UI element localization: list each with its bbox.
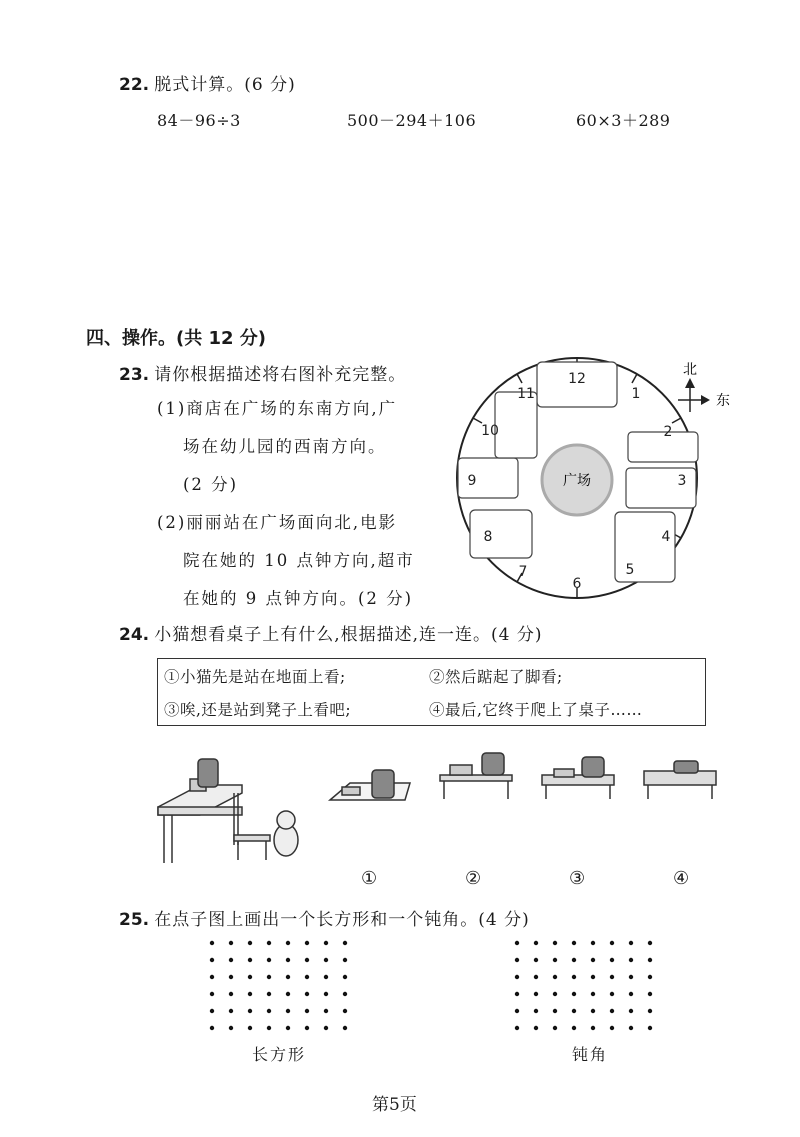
grid-dot[interactable] xyxy=(305,992,309,996)
grid-dot[interactable] xyxy=(248,992,252,996)
grid-dot[interactable] xyxy=(343,941,347,945)
q23-part1-line1: (1)商店在广场的东南方向,广 xyxy=(157,399,398,418)
q23-prompt: 请你根据描述将右图补充完整。 xyxy=(154,365,407,385)
clock-1: 1 xyxy=(631,386,641,402)
grid-dot[interactable] xyxy=(267,1009,271,1013)
grid-dot[interactable] xyxy=(210,941,214,945)
q23-part2-line2: 院在她的 10 点钟方向,超市 xyxy=(183,551,415,570)
clock-5: 5 xyxy=(625,562,635,578)
grid-dot[interactable] xyxy=(553,1009,557,1013)
grid-dot[interactable] xyxy=(572,941,576,945)
grid-dot[interactable] xyxy=(210,992,214,996)
grid-dot[interactable] xyxy=(648,1009,652,1013)
step-2: ②然后踮起了脚看; xyxy=(429,668,563,686)
clock-3: 3 xyxy=(677,473,687,489)
q25-prompt: 在点子图上画出一个长方形和一个钝角。(4 分) xyxy=(154,910,530,930)
table-scene xyxy=(158,759,298,863)
q23-heading xyxy=(119,360,406,385)
q23-part2-line1: (2)丽丽站在广场面向北,电影 xyxy=(157,513,398,532)
expression-2: 500－294＋106 xyxy=(347,111,477,130)
grid-dot[interactable] xyxy=(305,1009,309,1013)
grid-dot[interactable] xyxy=(210,958,214,962)
grid-dot[interactable] xyxy=(343,958,347,962)
grid-dot[interactable] xyxy=(210,1009,214,1013)
grid-dot[interactable] xyxy=(248,941,252,945)
grid-dot[interactable] xyxy=(324,975,328,979)
view-2 xyxy=(440,753,512,799)
q23-part2 xyxy=(157,504,415,618)
building-southwest xyxy=(470,510,532,558)
grid-dot[interactable] xyxy=(229,1009,233,1013)
dot-grid-obtuse-angle[interactable] xyxy=(505,935,665,1035)
view-label-2: ② xyxy=(465,868,482,889)
grid-dot[interactable] xyxy=(553,975,557,979)
q24-prompt: 小猫想看桌子上有什么,根据描述,连一连。(4 分) xyxy=(154,625,543,645)
grid-dot[interactable] xyxy=(648,992,652,996)
section-title: 四、操作。(共 12 分) xyxy=(86,328,267,349)
grid-dot[interactable] xyxy=(267,992,271,996)
grid-dot[interactable] xyxy=(534,1026,538,1030)
grid-dot[interactable] xyxy=(343,1026,347,1030)
q22-number: 22. xyxy=(119,75,150,95)
grid-dot[interactable] xyxy=(343,1009,347,1013)
grid-dot[interactable] xyxy=(534,1009,538,1013)
grid-dot[interactable] xyxy=(610,1026,614,1030)
grid-dot[interactable] xyxy=(534,992,538,996)
grid-dot[interactable] xyxy=(591,1009,595,1013)
grid-dot[interactable] xyxy=(267,941,271,945)
grid-dot[interactable] xyxy=(610,975,614,979)
grid-dot[interactable] xyxy=(324,941,328,945)
grid-dot[interactable] xyxy=(248,958,252,962)
grid-dot[interactable] xyxy=(629,1026,633,1030)
compass-east: 东 xyxy=(716,393,730,409)
compass xyxy=(678,378,710,412)
grid-dot[interactable] xyxy=(515,1009,519,1013)
grid-dot[interactable] xyxy=(286,941,290,945)
grid-dot[interactable] xyxy=(515,975,519,979)
grid-dot[interactable] xyxy=(591,975,595,979)
grid-dot[interactable] xyxy=(305,1026,309,1030)
grid-dot[interactable] xyxy=(248,975,252,979)
q23-part2-line3: 在她的 9 点钟方向。(2 分) xyxy=(183,589,414,608)
grid-dot[interactable] xyxy=(515,958,519,962)
grid-dot[interactable] xyxy=(286,958,290,962)
grid-dot[interactable] xyxy=(229,1026,233,1030)
grid-dot[interactable] xyxy=(591,1026,595,1030)
q22-heading xyxy=(119,70,296,95)
grid-label-rectangle: 长方形 xyxy=(252,1045,307,1064)
grid-dot[interactable] xyxy=(229,992,233,996)
grid-dot[interactable] xyxy=(648,1026,652,1030)
grid-dot[interactable] xyxy=(553,941,557,945)
step-3: ③唉,还是站到凳子上看吧; xyxy=(164,701,352,719)
grid-dot[interactable] xyxy=(210,1026,214,1030)
grid-dot[interactable] xyxy=(267,958,271,962)
q25-number: 25. xyxy=(119,910,150,930)
grid-label-obtuse: 钝角 xyxy=(572,1045,609,1064)
view-label-3: ③ xyxy=(569,868,586,889)
grid-dot[interactable] xyxy=(343,975,347,979)
grid-dot[interactable] xyxy=(591,958,595,962)
grid-dot[interactable] xyxy=(305,975,309,979)
grid-dot[interactable] xyxy=(248,1026,252,1030)
grid-dot[interactable] xyxy=(572,975,576,979)
grid-dot[interactable] xyxy=(648,941,652,945)
clock-2: 2 xyxy=(663,424,673,440)
grid-dot[interactable] xyxy=(591,941,595,945)
view-1 xyxy=(330,770,410,800)
grid-dot[interactable] xyxy=(553,1026,557,1030)
clock-10: 10 xyxy=(481,423,499,439)
plaza-clock-diagram xyxy=(440,350,780,610)
expression-3: 60×3＋289 xyxy=(576,111,671,130)
grid-dot[interactable] xyxy=(267,1026,271,1030)
grid-dot[interactable] xyxy=(629,941,633,945)
q23-number: 23. xyxy=(119,365,150,385)
grid-dot[interactable] xyxy=(267,975,271,979)
q23-part1-line2: 场在幼儿园的西南方向。 xyxy=(183,437,387,456)
grid-dot[interactable] xyxy=(553,992,557,996)
grid-dot[interactable] xyxy=(572,1009,576,1013)
step-1: ①小猫先是站在地面上看; xyxy=(164,668,346,686)
grid-dot[interactable] xyxy=(324,1026,328,1030)
grid-dot[interactable] xyxy=(229,941,233,945)
grid-dot[interactable] xyxy=(210,975,214,979)
grid-dot[interactable] xyxy=(286,1009,290,1013)
grid-dot[interactable] xyxy=(534,975,538,979)
clock-6: 6 xyxy=(572,576,582,592)
clock-9: 9 xyxy=(467,473,477,489)
grid-dot[interactable] xyxy=(610,958,614,962)
grid-dot[interactable] xyxy=(324,992,328,996)
grid-dot[interactable] xyxy=(591,992,595,996)
view-label-4: ④ xyxy=(673,868,690,889)
view-4 xyxy=(644,761,716,799)
clock-12: 12 xyxy=(568,371,586,387)
grid-dot[interactable] xyxy=(572,992,576,996)
grid-dot[interactable] xyxy=(305,941,309,945)
grid-dot[interactable] xyxy=(515,941,519,945)
compass-north: 北 xyxy=(683,362,697,378)
q24-number: 24. xyxy=(119,625,150,645)
grid-dot[interactable] xyxy=(572,1026,576,1030)
grid-dot[interactable] xyxy=(572,958,576,962)
clock-4: 4 xyxy=(661,529,671,545)
grid-dot[interactable] xyxy=(534,941,538,945)
grid-dot[interactable] xyxy=(343,992,347,996)
expression-1: 84－96÷3 xyxy=(157,111,241,130)
clock-11: 11 xyxy=(517,386,535,402)
grid-dot[interactable] xyxy=(629,975,633,979)
q25-heading xyxy=(119,905,530,930)
grid-dot[interactable] xyxy=(229,958,233,962)
plaza-label: 广场 xyxy=(563,473,591,489)
grid-dot[interactable] xyxy=(515,992,519,996)
grid-dot[interactable] xyxy=(515,1026,519,1030)
grid-dot[interactable] xyxy=(629,958,633,962)
grid-dot[interactable] xyxy=(229,975,233,979)
grid-dot[interactable] xyxy=(248,1009,252,1013)
q23-part1-line3: (2 分) xyxy=(183,475,239,494)
grid-dot[interactable] xyxy=(553,958,557,962)
grid-dot[interactable] xyxy=(286,1026,290,1030)
grid-dot[interactable] xyxy=(648,958,652,962)
step-4: ④最后,它终于爬上了桌子…… xyxy=(429,701,643,719)
dot-grid-rectangle[interactable] xyxy=(200,935,360,1035)
grid-dot[interactable] xyxy=(305,958,309,962)
grid-dot[interactable] xyxy=(629,992,633,996)
grid-dot[interactable] xyxy=(286,975,290,979)
page-number: 第5页 xyxy=(372,1095,417,1115)
clock-8: 8 xyxy=(483,529,493,545)
grid-dot[interactable] xyxy=(648,975,652,979)
grid-dot[interactable] xyxy=(610,992,614,996)
q24-heading xyxy=(119,620,543,645)
grid-dot[interactable] xyxy=(324,958,328,962)
clock-7: 7 xyxy=(518,564,528,580)
view-label-1: ① xyxy=(361,868,378,889)
grid-dot[interactable] xyxy=(324,1009,328,1013)
grid-dot[interactable] xyxy=(610,1009,614,1013)
grid-dot[interactable] xyxy=(629,1009,633,1013)
view-3 xyxy=(542,757,614,799)
table-views-illustration xyxy=(150,745,720,895)
grid-dot[interactable] xyxy=(286,992,290,996)
q23-part1 xyxy=(157,390,397,504)
grid-dot[interactable] xyxy=(610,941,614,945)
q22-prompt: 脱式计算。(6 分) xyxy=(154,75,296,95)
steps-box xyxy=(157,658,706,726)
building-southeast xyxy=(615,512,675,582)
grid-dot[interactable] xyxy=(534,958,538,962)
